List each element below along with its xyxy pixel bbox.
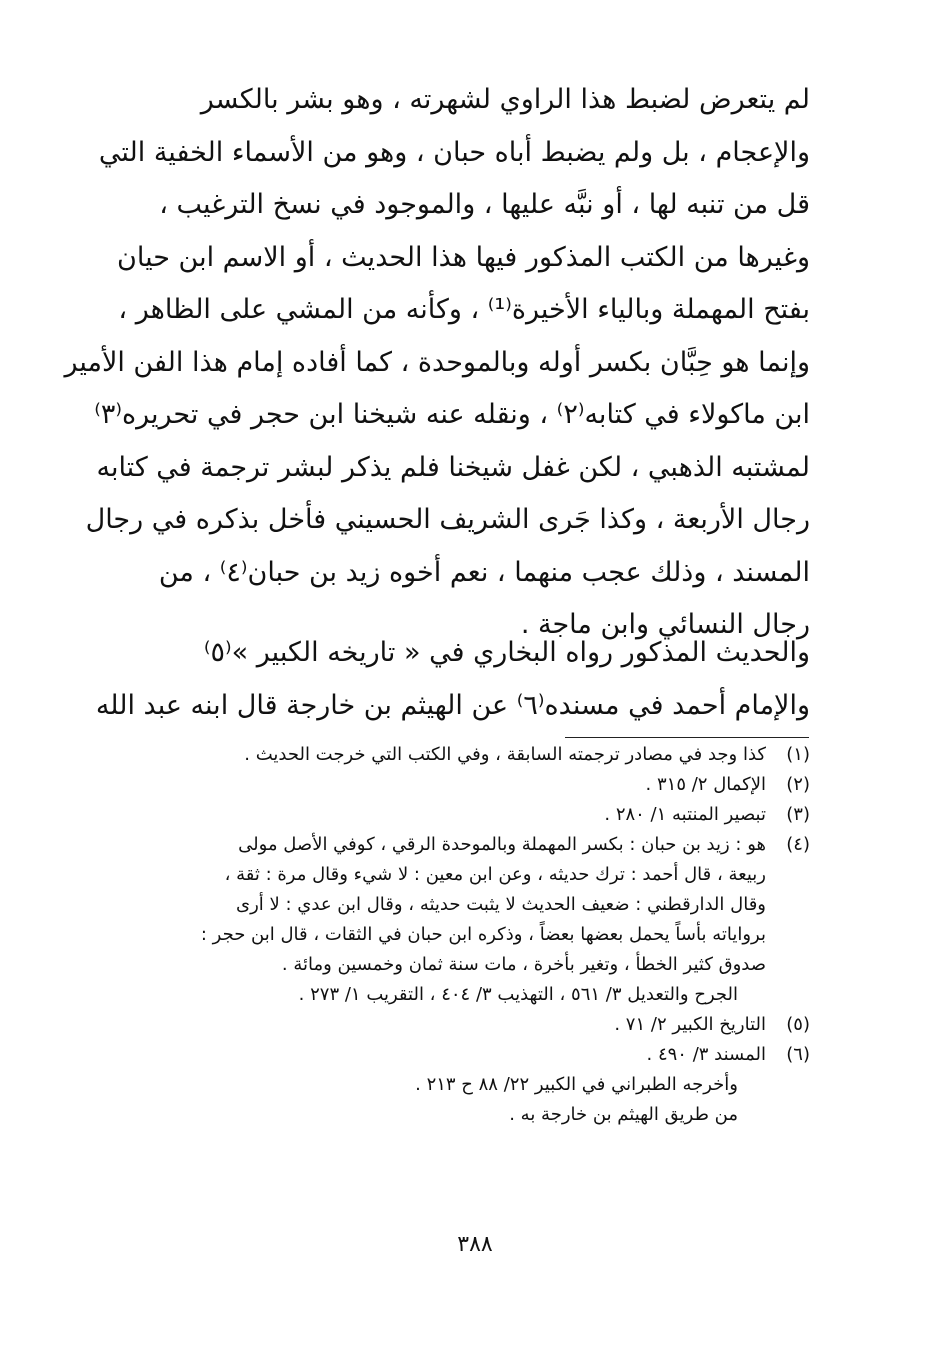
footnote-text: ربيعة ، قال أحمد : ترك حديثه ، وعن ابن معين : لا شيء وقال مرة : ثقة ،: [224, 864, 766, 885]
text-line: ابن ماكولاء في كتابه⁽٢⁾ ، ونقله عنه شيخنا ابن حجر في تحريره⁽٣⁾: [94, 399, 810, 430]
text-line: بفتح المهملة وبالياء الأخيرة⁽¹⁾ ، وكأنه من المشي على الظاهر ،: [118, 294, 810, 325]
footnote-number: (٢): [786, 774, 810, 795]
footnote-divider: [565, 737, 809, 738]
text-line: وإنما هو حِبَّان بكسر أوله وبالموحدة ، كما أفاده إمام هذا الفن الأمير: [64, 346, 810, 378]
text-line: رجال النسائي وابن ماجة .: [520, 609, 810, 640]
footnote-text: الإكمال ٢/ ٣١٥ .: [645, 774, 766, 795]
footnote-number: (٣): [786, 804, 810, 825]
text-line: والإمام أحمد في مسنده⁽٦⁾ عن الهيثم بن خارجة قال ابنه عبد الله: [95, 689, 810, 721]
main-paragraph-1: [64, 74, 810, 652]
footnote-text: هو : زيد بن حبان : بكسر المهملة وبالموحدة الرقي ، كوفي الأصل مولى: [238, 834, 766, 855]
footnote-number: (١): [786, 744, 810, 765]
footnote-number: (٦): [786, 1044, 810, 1065]
footnote-text: الجرح والتعديل ٣/ ٥٦١ ، التهذيب ٣/ ٤٠٤ ، التقريب ١/ ٢٧٣ .: [298, 984, 738, 1005]
text-line: لم يتعرض لضبط هذا الراوي لشهرته ، وهو بشر بالكسر: [200, 84, 810, 115]
footnote-2: [100, 770, 810, 800]
footnote-text: برواياته بأساً يحمل بعضها بعضاً ، وذكره ابن حبان في الثقات ، قال ابن حجر :: [200, 924, 766, 945]
footnote-text: المسند ٣/ ٤٩٠ .: [646, 1044, 766, 1065]
text-line: رجال الأربعة ، وكذا جَرى الشريف الحسيني فأخل بذكره في رجال: [85, 504, 810, 535]
footnote-1: [100, 740, 810, 770]
text-line: قل من تنبه لها ، أو نبَّه عليها ، والموجود في نسخ الترغيب ،: [159, 189, 810, 220]
text-line: لمشتبه الذهبي ، لكن غفل شيخنا فلم يذكر لبشر ترجمة في كتابه: [96, 451, 810, 483]
footnote-text: كذا وجد في مصادر ترجمته السابقة ، وفي الكتب التي خرجت الحديث .: [244, 744, 766, 765]
footnote-number: (٤): [786, 834, 810, 855]
footnote-text: تبصير المنتبه ١/ ٢٨٠ .: [604, 804, 766, 825]
footnote-6: [100, 1040, 810, 1130]
text-line: والإعجام ، بل ولم يضبط أباه حبان ، وهو من الأسماء الخفية التي: [98, 136, 810, 168]
footnote-3: [100, 800, 810, 830]
footnote-5: [100, 1010, 810, 1040]
footnote-text: التاريخ الكبير ٢/ ٧١ .: [614, 1014, 766, 1035]
footnotes: [100, 740, 810, 1130]
footnote-text: صدوق كثير الخطأ ، وتغير بأخرة ، مات سنة ثمان وخمسين ومائة .: [281, 954, 766, 975]
main-paragraph-2: [95, 627, 810, 732]
footnote-text: من طريق الهيثم بن خارجة به .: [509, 1104, 738, 1125]
footnote-text: وأخرجه الطبراني في الكبير ٢٢/ ٨٨ ح ٢١٣ .: [415, 1074, 738, 1095]
footnote-number: (٥): [786, 1014, 810, 1035]
text-line: المسند ، وذلك عجب منهما ، نعم أخوه زيد بن حبان⁽٤⁾ ، من: [158, 556, 810, 588]
text-line: والحديث المذكور رواه البخاري في « تاريخه الكبير »⁽٥⁾: [203, 637, 810, 668]
page-number: ٣٨٨: [457, 1232, 493, 1257]
footnote-text: وقال الدارقطني : ضعيف الحديث لا يثبت حديثه ، وقال ابن عدي : لا أرى: [236, 894, 766, 915]
footnote-4: [100, 830, 810, 1010]
text-line: وغيرها من الكتب المذكور فيها هذا الحديث ، أو الاسم ابن حيان: [117, 241, 810, 273]
